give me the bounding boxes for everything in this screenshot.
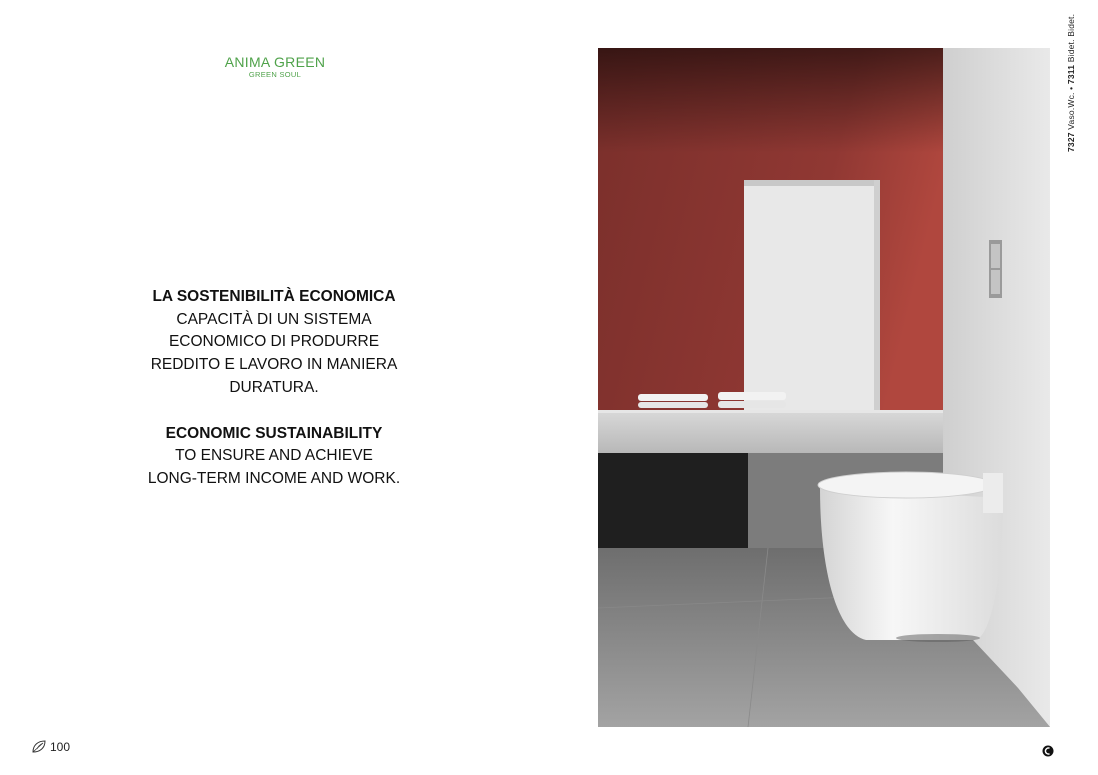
section-heading-en: ECONOMIC SUSTAINABILITY — [165, 424, 383, 442]
product-caption — [1066, 14, 1076, 152]
brand-subtitle: GREEN SOUL — [248, 70, 302, 79]
section-line: TO ENSURE AND ACHIEVE — [175, 447, 373, 465]
leaf-icon — [31, 740, 47, 754]
product-code-bidet: 7311 — [1066, 64, 1076, 85]
section-line: CAPACITÀ DI UN SISTEMA — [176, 310, 372, 328]
product-label-wc: Vaso.Wc. • — [1066, 84, 1076, 133]
sustainability-text — [124, 286, 424, 491]
bathroom-photo — [598, 48, 1050, 727]
bathroom-wc-illustration — [598, 48, 1050, 727]
product-label-bidet: Bidet. Bidet. — [1066, 13, 1076, 65]
spacer — [124, 400, 424, 423]
section-line: ECONOMICO DI PRODURRE — [168, 333, 380, 351]
brand-header — [175, 54, 375, 79]
section-line: LONG-TERM INCOME AND WORK. — [147, 469, 401, 487]
section-heading-it: LA SOSTENIBILITÀ ECONOMICA — [152, 288, 396, 305]
page-footer — [31, 740, 70, 754]
brand-title: ANIMA GREEN — [224, 54, 326, 70]
section-line: DURATURA. — [229, 378, 319, 396]
product-code-wc: 7327 — [1066, 132, 1076, 152]
brand-logo-icon — [1042, 745, 1054, 757]
section-line: REDDITO E LAVORO IN MANIERA — [150, 356, 398, 374]
page-number: 100 — [50, 740, 71, 754]
